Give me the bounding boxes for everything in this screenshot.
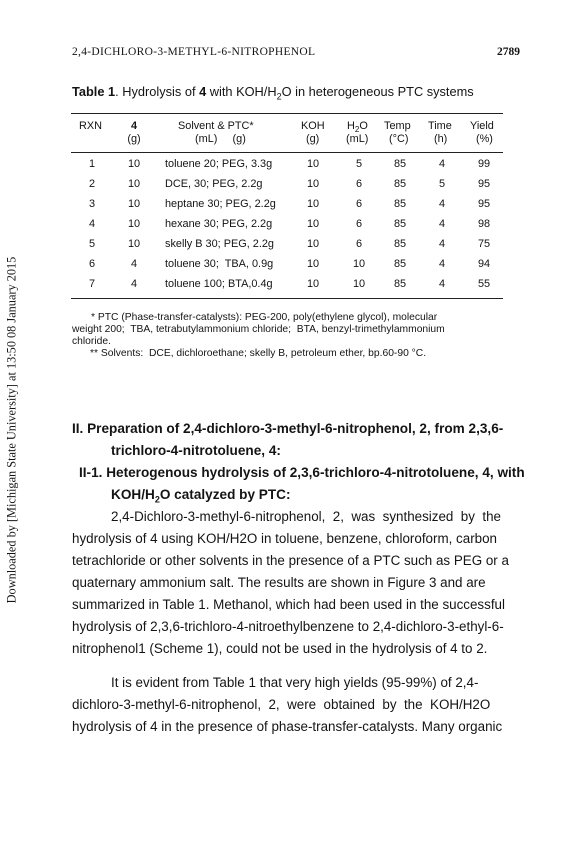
cell-time: 4 [438,198,446,210]
subsection-heading-cont [111,487,291,505]
footnote-ptc-line-1: * PTC (Phase-transfer-catalysts): PEG-200, poly(ethylene glycol), molecular [91,312,438,323]
cell-solvent: toluene 100; BTA,0.4g [165,278,273,290]
cell-yield: 94 [477,258,491,270]
cell-solvent: toluene 20; PEG, 3.3g [165,158,273,170]
header-koh-unit: (g) [306,133,320,145]
cell-yield: 95 [477,198,491,210]
paragraph-line: It is evident from Table 1 that very high yields (95-99%) of 2,4- [111,675,479,690]
footnote-solvents: ** Solvents: DCE, dichloroethane; skelly B, petroleum ether, bp.60-90 °C. [90,348,427,359]
paragraph-line: hydrolysis of 4 in the presence of phase-transfer-catalysts. Many organic [72,719,503,734]
table-header-row-1 [71,120,503,134]
cell-rxn: 5 [88,238,96,250]
table-caption-sub: 2 [276,91,282,102]
cell-rxn: 4 [88,218,96,230]
header-compound-4: 4 [130,120,138,132]
cell-solvent: hexane 30; PEG, 2.2g [165,218,273,230]
cell-time: 5 [438,178,446,190]
page-number: 2789 [497,46,520,58]
cell-time: 4 [438,218,446,230]
paragraph-line: hydrolysis of 2,3,6-trichloro-4-nitroethylbenzene to 2,4-dichloro-3-ethyl-6- [72,619,504,634]
download-watermark [2,240,22,620]
cell-koh: 10 [306,238,320,250]
paragraph-line: hydrolysis of 4 using KOH/H2O in toluene, benzene, chloroform, carbon [72,531,498,546]
table-row [71,258,503,272]
header-solvent: Solvent & PTC* [178,120,254,132]
cell-temp: 85 [393,218,407,230]
cell-koh: 10 [306,258,320,270]
header-yield-unit: (%) [476,133,493,145]
subsection-heading [79,465,525,480]
cell-compound-4: 4 [130,278,138,290]
header-h2o-h: H [347,120,355,132]
cell-time: 4 [438,238,446,250]
table-top-rule [71,113,503,114]
cell-solvent: skelly B 30; PEG, 2.2g [165,238,274,250]
subsection-heading-line-1: II-1. Heterogenous hydrolysis of 2,3,6-trichloro-4-nitrotoluene, 4, with [79,465,525,480]
table-row [71,278,503,292]
cell-rxn: 1 [88,158,96,170]
header-compound-4-unit: (g) [127,133,141,145]
cell-koh: 10 [306,218,320,230]
table-caption-pre: . Hydrolysis of [115,84,200,99]
cell-compound-4: 10 [127,178,141,190]
footnote-ptc-line-3: chloride. [72,336,111,347]
section-heading-cont [111,443,281,458]
cell-solvent: heptane 30; PEG, 2.2g [165,198,276,210]
cell-koh: 10 [306,158,320,170]
table-row [71,218,503,232]
cell-yield: 98 [477,218,491,230]
cell-koh: 10 [306,198,320,210]
section-heading-line-2: trichloro-4-nitrotoluene, 4: [111,443,281,458]
paragraph-line: nitrophenol1 (Scheme 1), could not be used in the hydrolysis of 4 to 2. [72,641,488,656]
cell-compound-4: 10 [127,238,141,250]
table-row [71,178,503,192]
cell-yield: 55 [477,278,491,290]
cell-rxn: 3 [88,198,96,210]
header-h2o-unit: (mL) [346,133,369,145]
footnote-ptc-line-2: weight 200; TBA, tetrabutylammonium chloride; BTA, benzyl-trimethylammonium [72,324,445,335]
cell-rxn: 2 [88,178,96,190]
header-rxn: RXN [79,120,102,132]
cell-h2o: 6 [355,178,363,190]
cell-time: 4 [438,278,446,290]
cell-compound-4: 10 [127,158,141,170]
cell-temp: 85 [393,198,407,210]
header-time: Time [428,120,452,132]
cell-koh: 10 [306,178,320,190]
cell-h2o: 10 [352,258,366,270]
cell-temp: 85 [393,238,407,250]
cell-yield: 95 [477,178,491,190]
table-caption-compound: 4 [199,84,207,99]
table-row [71,198,503,212]
cell-solvent: DCE, 30; PEG, 2.2g [165,178,263,190]
download-watermark-text: Downloaded by [Michigan State University] at 13:50 08 January 2015 [4,256,19,604]
cell-solvent: toluene 30; TBA, 0.9g [165,258,274,270]
table-header-row-2 [71,133,503,147]
paragraph-line: tetrachloride or other solvents in the presence of a PTC such as PEG or a [72,553,509,568]
cell-time: 4 [438,158,446,170]
section-heading [72,421,503,436]
subsection-heading-line-2-post: O catalyzed by PTC: [159,487,291,502]
table-bottom-rule [71,298,503,299]
cell-compound-4: 10 [127,218,141,230]
cell-time: 4 [438,258,446,270]
header-h2o-o: O [359,120,368,132]
paragraph-line: dichloro-3-methyl-6-nitrophenol, 2, were obtained by the KOH/H2O [72,697,491,712]
table-caption-label: Table 1 [72,84,116,99]
header-koh: KOH [301,120,325,132]
table-caption-post: with KOH/H [206,84,277,99]
header-solvent-unit: (mL) (g) [195,133,246,145]
section-heading-line-1: II. Preparation of 2,4-dichloro-3-methyl-6-nitrophenol, 2, from 2,3,6- [72,421,504,436]
cell-temp: 85 [393,158,407,170]
header-yield: Yield [470,120,494,132]
header-temp: Temp [384,120,411,132]
header-temp-unit: (°C) [389,133,409,145]
cell-koh: 10 [306,278,320,290]
table-row [71,158,503,172]
cell-rxn: 7 [88,278,96,290]
cell-yield: 99 [477,158,491,170]
table-row [71,238,503,252]
table-caption-tail: O in heterogeneous PTC systems [281,84,474,99]
cell-h2o: 6 [355,198,363,210]
cell-h2o: 5 [355,158,363,170]
running-head: 2,4-DICHLORO-3-METHYL-6-NITROPHENOL [72,46,316,58]
table-caption [72,84,474,102]
cell-h2o: 6 [355,238,363,250]
subsection-heading-line-2-pre: KOH/H [111,487,155,502]
header-time-unit: (h) [434,133,448,145]
cell-h2o: 6 [355,218,363,230]
cell-compound-4: 10 [127,198,141,210]
cell-temp: 85 [393,278,407,290]
header-h2o-sub: 2 [354,125,360,135]
paragraph-line: summarized in Table 1. Methanol, which had been used in the successful [72,597,505,612]
table-footnote [72,312,504,360]
cell-yield: 75 [477,238,491,250]
subsection-heading-line-2-sub: 2 [154,494,160,505]
cell-temp: 85 [393,178,407,190]
table-header-rule [71,152,503,153]
cell-temp: 85 [393,258,407,270]
cell-h2o: 10 [352,278,366,290]
cell-rxn: 6 [88,258,96,270]
paragraph-line: 2,4-Dichloro-3-methyl-6-nitrophenol, 2, was synthesized by the [111,509,501,524]
paragraph-line: quaternary ammonium salt. The results are shown in Figure 3 and are [72,575,486,590]
cell-compound-4: 4 [130,258,138,270]
